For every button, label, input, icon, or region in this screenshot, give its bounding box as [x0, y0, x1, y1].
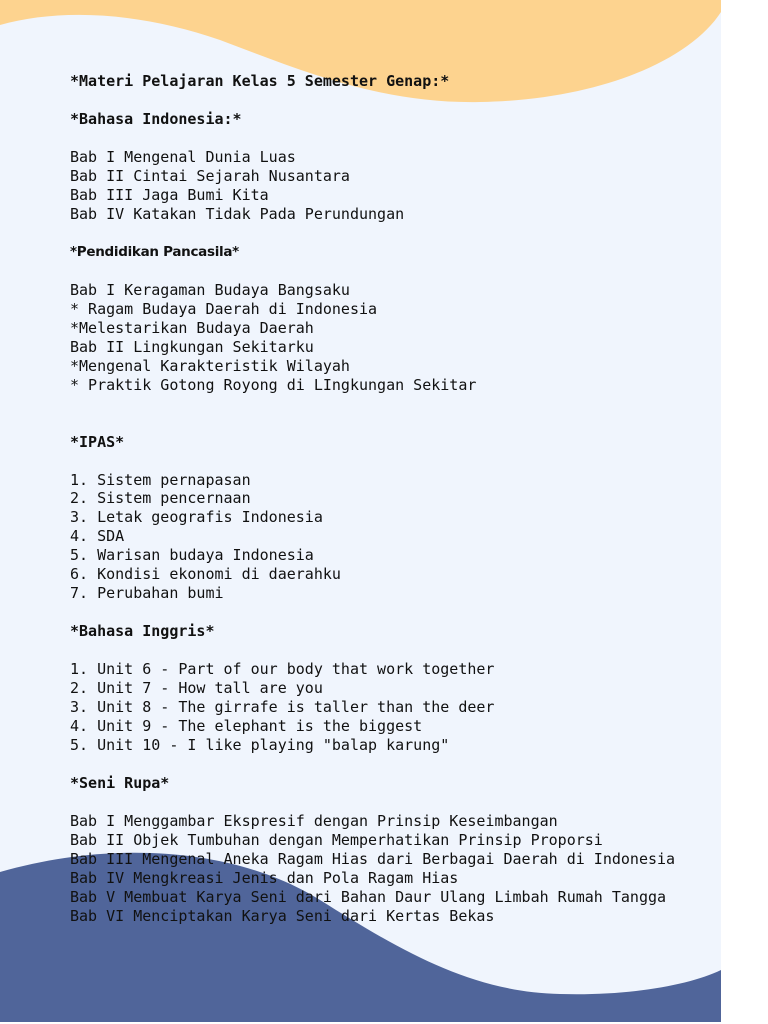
list-item: 2. Unit 7 - How tall are you: [70, 679, 323, 697]
list-item: Bab I Mengenal Dunia Luas: [70, 148, 296, 166]
list-item: Bab III Mengenal Aneka Ragam Hias dari Berbagai Daerah di Indonesia: [70, 850, 676, 868]
list-item: Bab II Objek Tumbuhan dengan Memperhatikan Prinsip Proporsi: [70, 831, 603, 849]
list-item: 6. Kondisi ekonomi di daerahku: [70, 565, 341, 583]
list-item: Bab III Jaga Bumi Kita: [70, 186, 269, 204]
list-item: 4. SDA: [70, 527, 125, 545]
list-item: Bab IV Mengkreasi Jenis dan Pola Ragam Hias: [70, 869, 459, 887]
list-item: *Melestarikan Budaya Daerah: [70, 319, 314, 337]
list-item: 1. Sistem pernapasan: [70, 471, 251, 489]
list-item: Bab IV Katakan Tidak Pada Perundungan: [70, 205, 405, 223]
document-title: *Materi Pelajaran Kelas 5 Semester Genap:*: [70, 72, 450, 90]
list-item: 5. Warisan budaya Indonesia: [70, 546, 314, 564]
list-item: Bab VI Menciptakan Karya Seni dari Kertas Bekas: [70, 907, 495, 925]
list-item: Bab II Cintai Sejarah Nusantara: [70, 167, 350, 185]
list-item: Bab V Membuat Karya Seni dari Bahan Daur Ulang Limbah Rumah Tangga: [70, 888, 667, 906]
list-item: 5. Unit 10 - I like playing "balap karung": [70, 736, 450, 754]
list-item: 3. Letak geografis Indonesia: [70, 508, 323, 526]
list-item: * Praktik Gotong Royong di LIngkungan Sekitar: [70, 376, 477, 394]
heading-bahasa-inggris: *Bahasa Inggris*: [70, 622, 215, 640]
heading-ipas: *IPAS*: [70, 433, 125, 451]
list-item: Bab I Keragaman Budaya Bangsaku: [70, 281, 350, 299]
list-item: 2. Sistem pencernaan: [70, 489, 251, 507]
list-item: 1. Unit 6 - Part of our body that work together: [70, 660, 495, 678]
list-item: 7. Perubahan bumi: [70, 584, 224, 602]
list-item: 4. Unit 9 - The elephant is the biggest: [70, 717, 423, 735]
heading-bahasa-indonesia: *Bahasa Indonesia:*: [70, 110, 242, 128]
heading-pendidikan-pancasila: *Pendidikan Pancasila*: [70, 244, 239, 260]
list-item: * Ragam Budaya Daerah di Indonesia: [70, 300, 378, 318]
list-item: *Mengenal Karakteristik Wilayah: [70, 357, 350, 375]
heading-seni-rupa: *Seni Rupa*: [70, 774, 170, 792]
list-item: 3. Unit 8 - The girrafe is taller than the deer: [70, 698, 495, 716]
list-item: Bab II Lingkungan Sekitarku: [70, 338, 314, 356]
list-item: Bab I Menggambar Ekspresif dengan Prinsip Keseimbangan: [70, 812, 558, 830]
